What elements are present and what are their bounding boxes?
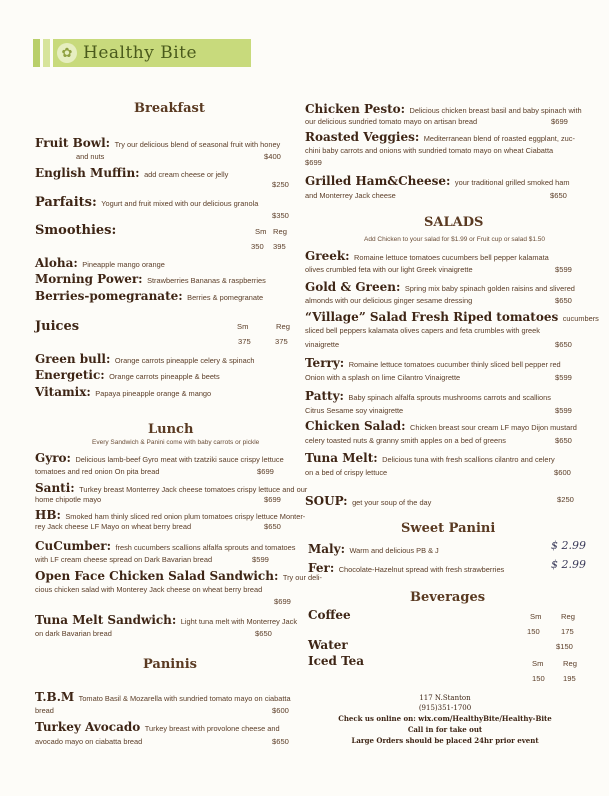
green-bull-item: Green bull: Orange carrots pineapple celery & spinach xyxy=(35,352,255,366)
cucumber-price: $599 xyxy=(252,555,269,564)
tuna-melt-salad-item: Tuna Melt: Delicious tuna with fresh scallions cilantro and celery xyxy=(305,451,555,465)
village-item: “Village” Salad Fresh Riped tomatoes cucumbers xyxy=(305,310,599,324)
patty-price: $599 xyxy=(555,406,572,415)
energetic-item: Energetic: Orange carrots pineapple & beets xyxy=(35,368,220,382)
santi-item: Santi: Turkey breast Monterrey Jack cheese tomatoes crispy lettuce and our xyxy=(35,481,308,495)
coffee-item: Coffee xyxy=(308,608,351,622)
turkey-avocado-item: Turkey Avocado Turkey breast with provolone cheese and xyxy=(35,720,280,734)
iced-tea-item: Iced Tea xyxy=(308,654,365,668)
breakfast-heading: Breakfast xyxy=(134,101,205,116)
smoothies-item: Smoothies: xyxy=(35,223,117,238)
patty-item: Patty: Baby spinach alfalfa sprouts mushrooms carrots and scallions xyxy=(305,389,551,403)
vitamix-item: Vitamix: Papaya pineapple orange & mango xyxy=(35,385,212,399)
cucumber-item: CuCumber: fresh cucumbers scallions alfalfa sprouts and tomatoes xyxy=(35,539,296,553)
sweet-panini-heading: Sweet Panini xyxy=(401,521,496,536)
maly-price: $ 2.99 xyxy=(551,539,586,552)
morning-power-item: Morning Power: Strawberries Bananas & raspberries xyxy=(35,272,266,286)
berries-item: Berries-pomegranate: Berries & pomegranate xyxy=(35,289,264,303)
paninis-heading: Paninis xyxy=(143,657,197,672)
fer-price: $ 2.99 xyxy=(551,558,586,571)
hb-price: $650 xyxy=(264,522,281,531)
phone: (915)351-1700 xyxy=(418,704,472,712)
terry-item: Terry: Romaine lettuce tomatoes cucumber thinly sliced bell pepper red xyxy=(305,356,561,370)
greek-price: $599 xyxy=(555,265,572,274)
roasted-veggies-item: Roasted Veggies: Mediterranean blend of roasted eggplant, zuc- xyxy=(305,130,575,144)
aloha-item: Aloha: Pineapple mango orange xyxy=(35,256,165,270)
online-link[interactable]: Check us online on: wix.com/HealthyBite/Healthy-Bite xyxy=(338,714,552,723)
tbm-price: $600 xyxy=(272,706,289,715)
parfaits-item: Parfaits: Yogurt and fruit mixed with our delicious granola xyxy=(35,195,259,210)
water-item: Water xyxy=(308,638,348,652)
tuna-melt-salad-price: $600 xyxy=(554,468,571,477)
hb-item: HB: Smoked ham thinly sliced red onion plum tomatoes crispy lettuce Monter- xyxy=(35,508,306,522)
tuna-melt-sandwich-price: $650 xyxy=(255,629,272,638)
tbm-item: T.B.M Tomato Basil & Mozarella with sundried tomato mayo on ciabatta xyxy=(35,690,291,704)
gyro-item: Gyro: Delicious lamb-beef Gyro meat with tzatziki sauce crispy lettuce xyxy=(35,451,284,465)
large-orders-note: Large Orders should be placed 24hr prior event xyxy=(351,736,539,745)
open-face-item: Open Face Chicken Salad Sandwich: Try our deli- xyxy=(35,569,322,583)
menu-page: ✿ Healthy Bite Breakfast Fruit Bowl: Try our delicious blend of seasonal fruit with honey and nuts $400 English Muffin: add cream cheese or jelly $250 Parfaits: Yogurt and fruit mixed with our delicious granola $350 Smoothies: Sm Reg 350 395 Aloha: Pineapple mango orange Morning Power: Strawberries Bananas & raspberries Berries-pomegranate: Berries & pomegranate Juices Sm Reg 375 375 Green bull: Orange carrots pineapple celery & spinach Energetic: Orange carrots pineapple & beets Vitamix: Papaya pineapple orange & mango Lunch Every Sandwich & Panini come with baby carrots or pickle Gyro: Delicious lamb-beef Gyro meat with tzatziki sauce crispy lettuce tomatoes and red onion On pita bread $699 Santi: Turkey breast Monterrey Jack cheese tomatoes crispy lettuce and our home chipotle mayo $699 HB: Smoked ham thinly sliced red onion plum tomatoes crispy lettuce Monter- rey Jack cheese LF Mayo on wheat berry bread $650 CuCumber: fresh cucumbers scallions alfalfa sprouts and tomatoes with LF cream cheese spread on Dark Bavarian bread $599 Open Face Chicken Salad Sandwich: Try our deli- cious chicken salad with Monterey Jack cheese on wheat berry bread $699 Tuna Melt Sandwich: Light tuna melt with Monterrey Jack on dark Bavarian bread $650 Paninis T.B.M Tomato Basil & Mozarella with sundried tomato mayo on ciabatta bread $600 Turkey Avocado Turkey breast with provolone cheese and avocado mayo on ciabatta bread $650 Chicken Pesto: Delicious chicken breast basil and baby spinach with our delicious sundried tomato mayo on artisan bread $699 Roasted Veggies: Mediterranean blend of roasted eggplant, zuc- chini baby carrots and onions with sundried tomato mayo on wheat Ciabatta $699 Grilled Ham&Cheese: your traditional grilled smoked ham and Monterrey Jack cheese $650 SALADS Add Chicken to your salad for $1.99 or Fruit cup or salad $1.50 Greek: Romaine lettuce tomatoes cucumbers bell pepper kalamata olives crumbled feta with our light Greek vinaigrette $599 Gold & Green: Spring mix baby spinach golden raisins and slivered almonds with our delicious ginger sesame dressing $650 “Village” Salad Fresh Riped tomatoes cucumbers sliced bell peppers kalamata olives capers and feta crumbles with greek vinaigrette $650 Terry: Romaine lettuce tomatoes cucumber thinly sliced bell pepper red Onion with a splash on lime Cilantro Vinaigrette $599 Patty: Baby spinach alfalfa sprouts mushrooms carrots and scallions Citrus Sesame soy vinaigrette $599 Chicken Salad: Chicken breast sour cream LF mayo Dijon mustard celery toasted nuts & granny smith apples on a bed of greens $650 Tuna Melt: Delicious tuna with fresh scallions cilantro and celery on a bed of crispy lettuce $600 SOUP: get your soup of the day $250 Sweet Panini Maly: Warm and delicious PB & J $ 2.99 Fer: Chocolate-Hazelnut spread with fresh strawberries $ 2.99 Beverages Coffee Sm Reg 150 175 Water $150 Iced Tea Sm Reg 150 195 117 N.Stanton (915)351-1700 Check us online on: wix.com/HealthyBite/Healthy-Bite Call in for take out Large Orders should be placed 24hr prior event xyxy=(0,0,609,796)
salads-note: Add Chicken to your salad for $1.99 or Fruit cup or salad $1.50 xyxy=(364,236,546,243)
grilled-ham-price: $650 xyxy=(550,191,567,200)
santi-price: $699 xyxy=(264,495,281,504)
fruit-bowl-item: Fruit Bowl: Try our delicious blend of seasonal fruit with honey xyxy=(35,136,281,150)
leaf-icon: ✿ xyxy=(57,43,77,63)
takeout-note: Call in for take out xyxy=(407,725,483,734)
chicken-pesto-price: $699 xyxy=(551,117,568,126)
tuna-melt-sandwich-item: Tuna Melt Sandwich: Light tuna melt with Monterrey Jack xyxy=(35,613,298,627)
english-muffin-item: English Muffin: add cream cheese or jelly xyxy=(35,166,229,180)
chicken-salad-price: $650 xyxy=(555,436,572,445)
english-muffin-price: $250 xyxy=(272,180,289,189)
grilled-ham-item: Grilled Ham&Cheese: your traditional grilled smoked ham xyxy=(305,174,570,188)
fruit-bowl-price: $400 xyxy=(264,152,281,161)
parfaits-price: $350 xyxy=(272,211,289,220)
terry-price: $599 xyxy=(555,373,572,382)
fer-item: Fer: Chocolate-Hazelnut spread with fresh strawberries xyxy=(308,561,505,575)
gyro-price: $699 xyxy=(257,467,274,476)
water-price: $150 xyxy=(556,642,573,651)
village-price: $650 xyxy=(555,340,572,349)
roasted-veggies-price: $699 xyxy=(305,158,322,167)
open-face-price: $699 xyxy=(274,597,291,606)
logo-title: Healthy Bite xyxy=(83,43,198,63)
chicken-pesto-item: Chicken Pesto: Delicious chicken breast basil and baby spinach with xyxy=(305,102,582,116)
maly-item: Maly: Warm and delicious PB & J xyxy=(308,542,439,556)
address: 117 N.Stanton xyxy=(419,694,471,702)
soup-item: SOUP: get your soup of the day xyxy=(305,494,432,508)
juices-item: Juices xyxy=(35,319,80,334)
soup-price: $250 xyxy=(557,495,574,504)
gold-green-item: Gold & Green: Spring mix baby spinach golden raisins and slivered xyxy=(305,280,575,294)
lunch-heading: Lunch xyxy=(148,422,194,437)
turkey-avocado-price: $650 xyxy=(272,737,289,746)
greek-item: Greek: Romaine lettuce tomatoes cucumbers bell pepper kalamata xyxy=(305,249,549,263)
lunch-note: Every Sandwich & Panini come with baby carrots or pickle xyxy=(92,439,260,446)
gold-green-price: $650 xyxy=(555,296,572,305)
salads-heading: SALADS xyxy=(424,215,484,230)
logo xyxy=(33,39,251,67)
beverages-heading: Beverages xyxy=(410,590,486,605)
chicken-salad-item: Chicken Salad: Chicken breast sour cream LF mayo Dijon mustard xyxy=(305,419,577,433)
